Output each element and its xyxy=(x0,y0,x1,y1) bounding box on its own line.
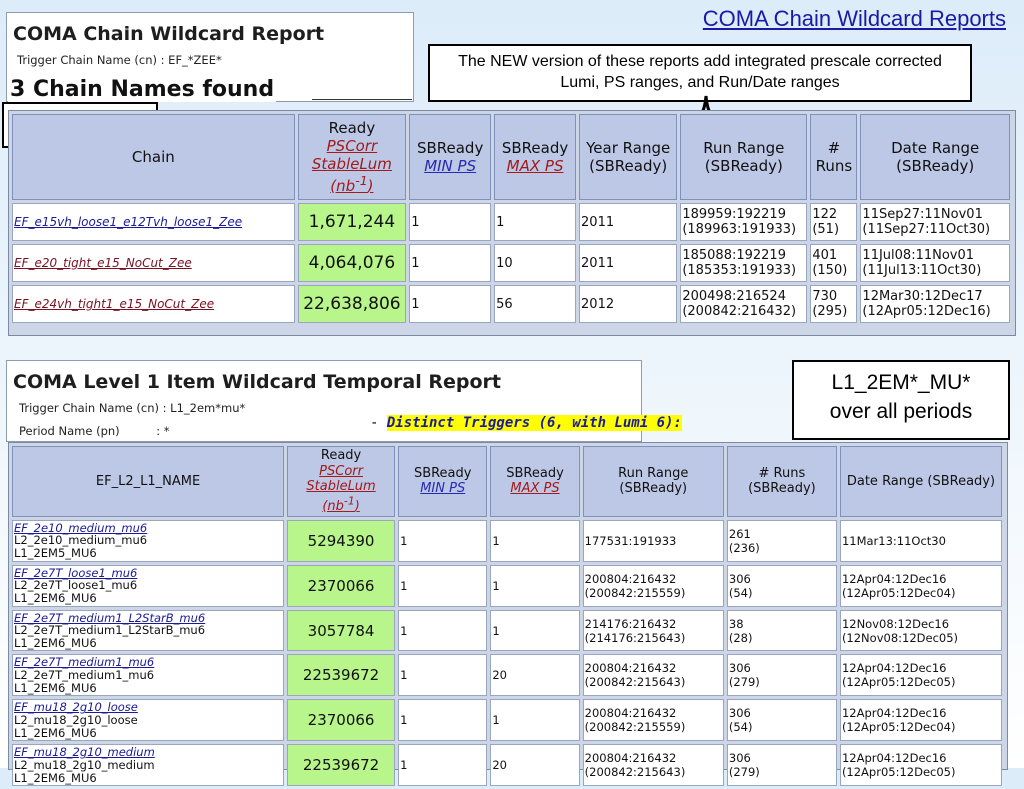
ef-link[interactable]: EF_2e7T_medium1_L2StarB_mu6 xyxy=(14,610,206,625)
run-range-value: 189959:192219 (189963:191933) xyxy=(680,203,807,241)
col-date-range[interactable]: Date Range (SBReady) xyxy=(840,446,1002,517)
lumi-value: 22539672 xyxy=(287,744,395,786)
trigger-name-cell: EF_2e10_medium_mu6 L2_2e10_medium_mu6 L1_2EM5_MU6 xyxy=(12,520,284,562)
date-range-value: 11Sep27:11Nov01 (11Sep27:11Oct30) xyxy=(860,203,1010,241)
report1-header-row xyxy=(12,114,1010,200)
new-version-text: The NEW version of these reports add integrated prescale corrected Lumi, PS ranges, and Run/Date ranges xyxy=(458,53,942,91)
l1-callout xyxy=(792,360,1010,440)
col-n-runs[interactable]: # Runs (SBReady) xyxy=(727,446,837,517)
chain-link[interactable]: EF_e20_tight_e15_NoCut_Zee xyxy=(12,244,295,282)
col-year-range[interactable]: Year Range (SBReady) xyxy=(579,114,677,200)
run-range-value: 214176:216432 (214176:215643) xyxy=(583,610,724,652)
table-row xyxy=(12,654,1002,696)
min-ps-value: 1 xyxy=(398,744,487,786)
min-ps-value: 1 xyxy=(398,654,487,696)
col-max-ps[interactable]: SBReady MAX PS xyxy=(494,114,576,200)
table-row xyxy=(12,744,1002,786)
date-range-value: 12Mar30:12Dec17 (12Apr05:12Dec16) xyxy=(860,285,1010,323)
max-ps-value: 1 xyxy=(490,699,579,741)
table-row xyxy=(12,699,1002,741)
run-range-value: 200804:216432 (200842:215559) xyxy=(583,699,724,741)
max-ps-value: 1 xyxy=(490,565,579,607)
ef-link[interactable]: EF_2e7T_loose1_mu6 xyxy=(14,565,138,580)
col-max-ps[interactable]: SBReady MAX PS xyxy=(490,446,579,517)
date-range-value: 11Mar13:11Oct30 xyxy=(840,520,1002,562)
lumi-value: 2370066 xyxy=(287,565,395,607)
col-date-range[interactable]: Date Range (SBReady) xyxy=(860,114,1010,200)
report1-table-wrap xyxy=(8,110,1016,336)
col-name[interactable]: EF_L2_L1_NAME xyxy=(12,446,284,517)
run-range-value: 200804:216432 (200842:215643) xyxy=(583,744,724,786)
n-runs-value: 306 (54) xyxy=(727,565,837,607)
min-ps-value: 1 xyxy=(398,699,487,741)
run-range-value: 177531:191933 xyxy=(583,520,724,562)
run-range-value: 200804:216432 (200842:215643) xyxy=(583,654,724,696)
report1-table xyxy=(9,111,1013,326)
report2-header-row xyxy=(12,446,1002,517)
year-value: 2012 xyxy=(579,285,677,323)
report1-found-underline xyxy=(312,99,412,100)
lumi-value: 4,064,076 xyxy=(298,244,407,282)
table-row xyxy=(12,285,1010,323)
report2-table xyxy=(9,443,1005,789)
distinct-triggers: - Distinct Triggers (6, with Lumi 6): xyxy=(370,415,682,431)
col-ready-lumi[interactable]: Ready PSCorr StableLum $(nb^{-1})$ xyxy=(287,446,395,517)
table-row xyxy=(12,610,1002,652)
max-ps-value: 1 xyxy=(490,610,579,652)
col-min-ps[interactable]: SBReady MIN PS xyxy=(398,446,487,517)
slide-title[interactable]: COMA Chain Wildcard Reports xyxy=(702,6,1006,31)
min-ps-value: 1 xyxy=(398,520,487,562)
trigger-name-cell: EF_2e7T_medium1_L2StarB_mu6 L2_2e7T_medium1_L2StarB_mu6 L1_2EM6_MU6 xyxy=(12,610,284,652)
date-range-value: 12Apr04:12Dec16 (12Apr05:12Dec04) xyxy=(840,699,1002,741)
max-ps-value: 20 xyxy=(490,654,579,696)
report2-table-wrap xyxy=(8,442,1008,785)
report1-found: 3 Chain Names found xyxy=(10,77,275,102)
table-row xyxy=(12,565,1002,607)
report2-title: COMA Level 1 Item Wildcard Temporal Report xyxy=(13,371,501,393)
n-runs-value: 730 (295) xyxy=(810,285,857,323)
run-range-value: 185088:192219 (185353:191933) xyxy=(680,244,807,282)
lumi-value: 1,671,244 xyxy=(298,203,407,241)
n-runs-value: 122 (51) xyxy=(810,203,857,241)
report2-trigger-line: Trigger Chain Name (cn) : L1_2em*mu* xyxy=(19,401,246,415)
n-runs-value: 261 (236) xyxy=(727,520,837,562)
col-ready-lumi[interactable]: Ready PSCorr StableLum $(nb^{-1})$ xyxy=(298,114,407,200)
chain-link[interactable]: EF_e24vh_tight1_e15_NoCut_Zee xyxy=(12,285,295,323)
min-ps-value: 1 xyxy=(409,285,491,323)
chain-link[interactable]: EF_e15vh_loose1_e12Tvh_loose1_Zee xyxy=(12,203,295,241)
report2-period-line: Period Name (pn) : * xyxy=(19,424,170,438)
table-row xyxy=(12,244,1010,282)
max-ps-value: 56 xyxy=(494,285,576,323)
l1-callout-line1: L1_2EM*_MU* xyxy=(831,371,971,394)
ef-link[interactable]: EF_mu18_2g10_loose xyxy=(14,700,138,715)
lumi-value: 3057784 xyxy=(287,610,395,652)
min-ps-value: 1 xyxy=(409,244,491,282)
date-range-value: 12Apr04:12Dec16 (12Apr05:12Dec05) xyxy=(840,744,1002,786)
date-range-value: 12Nov08:12Dec16 (12Nov08:12Dec05) xyxy=(840,610,1002,652)
n-runs-value: 306 (279) xyxy=(727,654,837,696)
ef-link[interactable]: EF_2e7T_medium1_mu6 xyxy=(14,655,155,670)
col-run-range[interactable]: Run Range (SBReady) xyxy=(680,114,807,200)
date-range-value: 12Apr04:12Dec16 (12Apr05:12Dec04) xyxy=(840,565,1002,607)
lumi-value: 22,638,806 xyxy=(298,285,407,323)
lumi-value: 2370066 xyxy=(287,699,395,741)
run-range-value: 200804:216432 (200842:215559) xyxy=(583,565,724,607)
trigger-name-cell: EF_mu18_2g10_medium L2_mu18_2g10_medium L1_2EM6_MU6 xyxy=(12,744,284,786)
n-runs-value: 38 (28) xyxy=(727,610,837,652)
table-row xyxy=(12,203,1010,241)
ef-link[interactable]: EF_2e10_medium_mu6 xyxy=(14,520,148,535)
max-ps-value: 10 xyxy=(494,244,576,282)
l1-callout-line2: over all periods xyxy=(829,400,973,424)
max-ps-value: 20 xyxy=(490,744,579,786)
col-run-range[interactable]: Run Range (SBReady) xyxy=(583,446,724,517)
report1-trigger-line: Trigger Chain Name (cn) : EF_*ZEE* xyxy=(17,53,222,67)
min-ps-value: 1 xyxy=(398,610,487,652)
trigger-name-cell: EF_2e7T_loose1_mu6 L2_2e7T_loose1_mu6 L1_2EM6_MU6 xyxy=(12,565,284,607)
year-value: 2011 xyxy=(579,203,677,241)
col-n-runs[interactable]: # Runs xyxy=(810,114,857,200)
min-ps-value: 1 xyxy=(398,565,487,607)
trigger-name-cell: EF_2e7T_medium1_mu6 L2_2e7T_medium1_mu6 L1_2EM6_MU6 xyxy=(12,654,284,696)
lumi-value: 22539672 xyxy=(287,654,395,696)
year-value: 2011 xyxy=(579,244,677,282)
col-chain[interactable]: Chain xyxy=(12,114,295,200)
report1-title: COMA Chain Wildcard Report xyxy=(13,23,325,45)
col-min-ps[interactable]: SBReady MIN PS xyxy=(409,114,491,200)
n-runs-value: 401 (150) xyxy=(810,244,857,282)
n-runs-value: 306 (54) xyxy=(727,699,837,741)
run-range-value: 200498:216524 (200842:216432) xyxy=(680,285,807,323)
date-range-value: 11Jul08:11Nov01 (11Jul13:11Oct30) xyxy=(860,244,1010,282)
trigger-name-cell: EF_mu18_2g10_loose L2_mu18_2g10_loose L1_2EM6_MU6 xyxy=(12,699,284,741)
ef-link[interactable]: EF_mu18_2g10_medium xyxy=(14,745,155,760)
table-row xyxy=(12,520,1002,562)
date-range-value: 12Apr04:12Dec16 (12Apr05:12Dec05) xyxy=(840,654,1002,696)
max-ps-value: 1 xyxy=(490,520,579,562)
lumi-value: 5294390 xyxy=(287,520,395,562)
max-ps-value: 1 xyxy=(494,203,576,241)
min-ps-value: 1 xyxy=(409,203,491,241)
n-runs-value: 306 (279) xyxy=(727,744,837,786)
